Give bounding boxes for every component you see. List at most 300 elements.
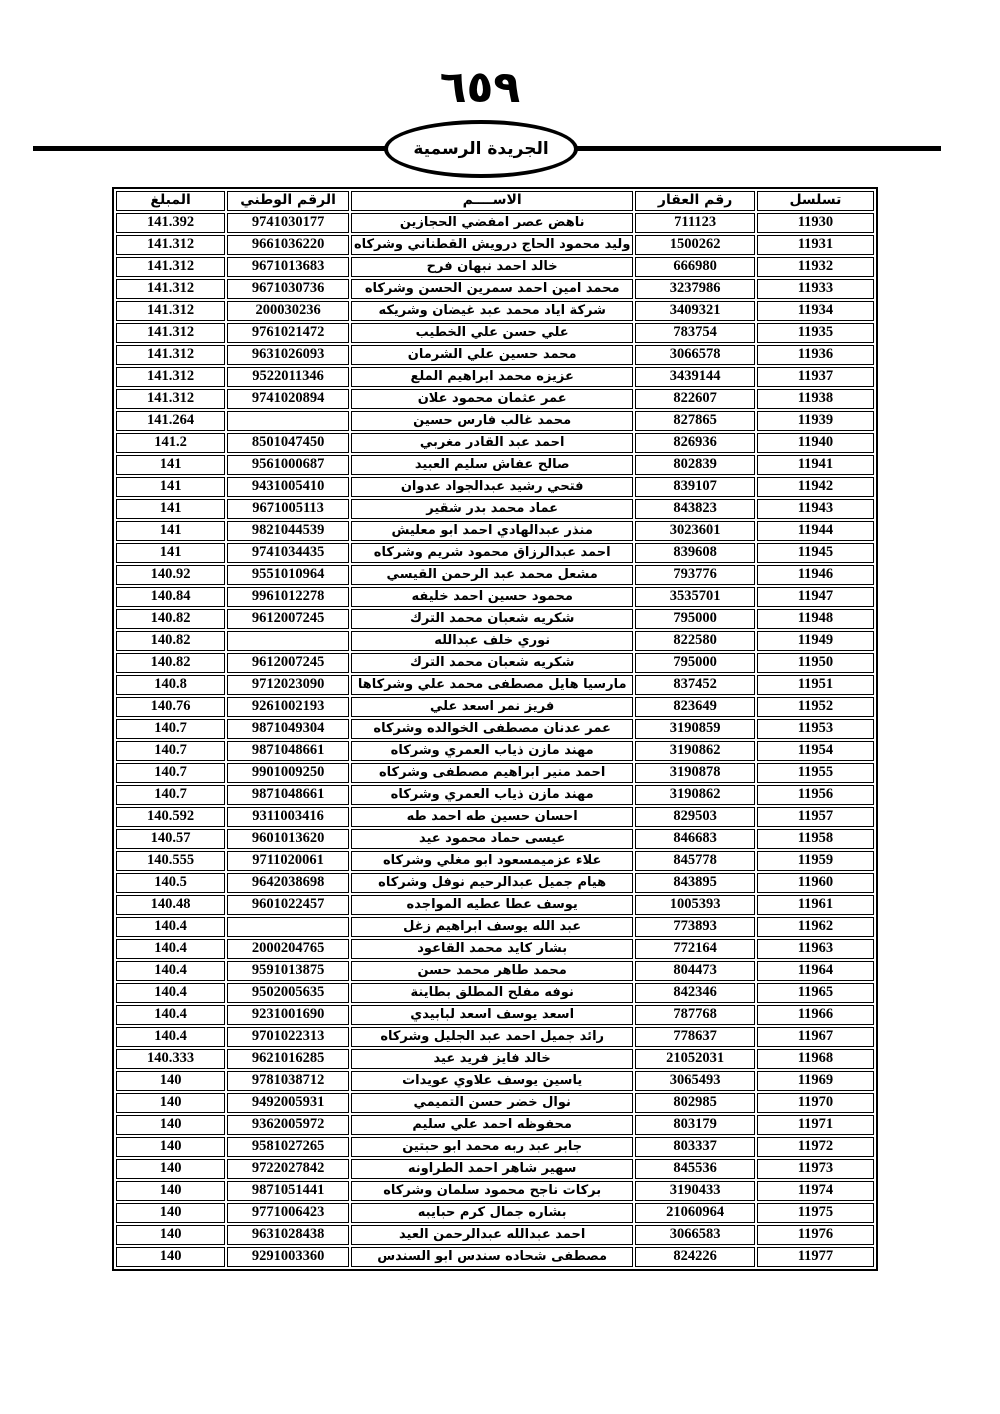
cell-national_id: 9621016285: [227, 1049, 349, 1069]
cell-national_id: 9642038698: [227, 873, 349, 893]
cell-property: 846683: [635, 829, 754, 849]
cell-serial: 11971: [757, 1115, 874, 1135]
cell-serial: 11964: [757, 961, 874, 981]
table-row: [116, 235, 874, 255]
cell-national_id: 9502005635: [227, 983, 349, 1003]
cell-national_id: 9722027842: [227, 1159, 349, 1179]
cell-serial: 11967: [757, 1027, 874, 1047]
table-row: [116, 829, 874, 849]
cell-property: 1005393: [635, 895, 754, 915]
table-row: [116, 279, 874, 299]
cell-property: 3535701: [635, 587, 754, 607]
cell-property: 3190878: [635, 763, 754, 783]
table-row: [116, 675, 874, 695]
cell-national_id: 9961012278: [227, 587, 349, 607]
cell-serial: 11942: [757, 477, 874, 497]
cell-national_id: 9671030736: [227, 279, 349, 299]
cell-property: 822607: [635, 389, 754, 409]
cell-serial: 11948: [757, 609, 874, 629]
table-row: [116, 1005, 874, 1025]
cell-property: 803337: [635, 1137, 754, 1157]
cell-name: نوفه مفلح المطلق بطاينة: [351, 983, 633, 1003]
gazette-banner-label: الجريدة الرسمية: [413, 139, 549, 159]
cell-serial: 11943: [757, 499, 874, 519]
cell-national_id: [227, 917, 349, 937]
cell-property: 823649: [635, 697, 754, 717]
cell-property: 829503: [635, 807, 754, 827]
cell-property: 795000: [635, 609, 754, 629]
cell-property: 21060964: [635, 1203, 754, 1223]
cell-property: 3066578: [635, 345, 754, 365]
cell-amount: 140.4: [116, 961, 225, 981]
cell-property: 772164: [635, 939, 754, 959]
cell-national_id: 9661036220: [227, 235, 349, 255]
cell-name: محمود حسين احمد خليفه: [351, 587, 633, 607]
table-row: [116, 499, 874, 519]
cell-name: مهند مازن ذياب العمري وشركاه: [351, 741, 633, 761]
cell-amount: 141.312: [116, 389, 225, 409]
cell-national_id: 2000204765: [227, 939, 349, 959]
cell-national_id: 9601013620: [227, 829, 349, 849]
cell-serial: 11953: [757, 719, 874, 739]
cell-property: 773893: [635, 917, 754, 937]
cell-name: علي حسن علي الخطيب: [351, 323, 633, 343]
cell-property: 21052031: [635, 1049, 754, 1069]
cell-amount: 140.4: [116, 1027, 225, 1047]
table-row: [116, 1093, 874, 1113]
cell-amount: 140.82: [116, 631, 225, 651]
table-row: [116, 301, 874, 321]
cell-national_id: 9711020061: [227, 851, 349, 871]
records-table-wrap: [112, 187, 878, 1271]
table-row: [116, 1027, 874, 1047]
cell-amount: 140.76: [116, 697, 225, 717]
cell-serial: 11961: [757, 895, 874, 915]
table-row: [116, 939, 874, 959]
cell-amount: 141.392: [116, 213, 225, 233]
cell-national_id: 9671013683: [227, 257, 349, 277]
cell-name: احمد منير ابراهيم مصطفى وشركاه: [351, 763, 633, 783]
cell-name: عزيزه محمد ابراهيم الملع: [351, 367, 633, 387]
cell-name: هيام جميل عبدالرحيم نوفل وشركاه: [351, 873, 633, 893]
cell-national_id: 8501047450: [227, 433, 349, 453]
cell-amount: 140.7: [116, 763, 225, 783]
cell-property: 793776: [635, 565, 754, 585]
table-row: [116, 367, 874, 387]
cell-national_id: [227, 631, 349, 651]
cell-national_id: 9771006423: [227, 1203, 349, 1223]
cell-amount: 140.4: [116, 917, 225, 937]
cell-name: احمد عبدالله عبدالرحمن العيد: [351, 1225, 633, 1245]
cell-serial: 11968: [757, 1049, 874, 1069]
table-row: [116, 785, 874, 805]
cell-property: 845778: [635, 851, 754, 871]
cell-amount: 141.312: [116, 345, 225, 365]
cell-name: ياسين يوسف علاوي عويدات: [351, 1071, 633, 1091]
cell-national_id: 9761021472: [227, 323, 349, 343]
table-row: [116, 697, 874, 717]
cell-serial: 11947: [757, 587, 874, 607]
table-row: [116, 1137, 874, 1157]
cell-amount: 141: [116, 521, 225, 541]
cell-national_id: 9492005931: [227, 1093, 349, 1113]
cell-amount: 140.7: [116, 741, 225, 761]
cell-national_id: 9311003416: [227, 807, 349, 827]
cell-property: 3023601: [635, 521, 754, 541]
cell-property: 843823: [635, 499, 754, 519]
table-row: [116, 345, 874, 365]
cell-national_id: 9261002193: [227, 697, 349, 717]
cell-national_id: 200030236: [227, 301, 349, 321]
cell-national_id: 9871051441: [227, 1181, 349, 1201]
cell-national_id: 9901009250: [227, 763, 349, 783]
cell-serial: 11933: [757, 279, 874, 299]
cell-serial: 11962: [757, 917, 874, 937]
records-table: [112, 187, 878, 1271]
cell-property: 822580: [635, 631, 754, 651]
table-row: [116, 565, 874, 585]
table-row: [116, 1071, 874, 1091]
cell-serial: 11975: [757, 1203, 874, 1223]
cell-national_id: 9741020894: [227, 389, 349, 409]
cell-national_id: 9561000687: [227, 455, 349, 475]
cell-name: شكريه شعبان محمد الترك: [351, 609, 633, 629]
cell-amount: 140.48: [116, 895, 225, 915]
table-row: [116, 1247, 874, 1267]
cell-national_id: 9591013875: [227, 961, 349, 981]
cell-name: بركات ناجح محمود سلمان وشركاه: [351, 1181, 633, 1201]
cell-name: فتحي رشيد عبدالجواد عدوان: [351, 477, 633, 497]
cell-serial: 11970: [757, 1093, 874, 1113]
cell-name: نوري خلف عبدالله: [351, 631, 633, 651]
table-row: [116, 719, 874, 739]
cell-name: مارسيا هايل مصطفى محمد علي وشركاها: [351, 675, 633, 695]
cell-name: احسان حسين طه احمد طه: [351, 807, 633, 827]
gazette-banner-ellipse: [384, 120, 578, 178]
cell-name: عمر عدنان مصطفى الخوالده وشركاه: [351, 719, 633, 739]
cell-name: عيسى حماد محمود عيد: [351, 829, 633, 849]
cell-property: 824226: [635, 1247, 754, 1267]
table-row: [116, 411, 874, 431]
cell-property: 827865: [635, 411, 754, 431]
cell-amount: 140.92: [116, 565, 225, 585]
cell-name: سهير شاهر احمد الطراونه: [351, 1159, 633, 1179]
table-row: [116, 983, 874, 1003]
cell-amount: 140: [116, 1115, 225, 1135]
cell-property: 3066583: [635, 1225, 754, 1245]
cell-serial: 11969: [757, 1071, 874, 1091]
table-row: [116, 389, 874, 409]
cell-amount: 140.8: [116, 675, 225, 695]
cell-serial: 11949: [757, 631, 874, 651]
cell-amount: 140: [116, 1159, 225, 1179]
cell-national_id: 9362005972: [227, 1115, 349, 1135]
table-row: [116, 851, 874, 871]
cell-property: 839107: [635, 477, 754, 497]
header-cell-serial: تسلسل: [757, 191, 874, 211]
cell-national_id: 9671005113: [227, 499, 349, 519]
cell-amount: 140.592: [116, 807, 225, 827]
cell-property: 802839: [635, 455, 754, 475]
cell-serial: 11934: [757, 301, 874, 321]
cell-amount: 140.82: [116, 653, 225, 673]
cell-name: محمد غالب فارس حسين: [351, 411, 633, 431]
cell-serial: 11941: [757, 455, 874, 475]
cell-name: مصطفى شحاده سندس ابو السندس: [351, 1247, 633, 1267]
cell-amount: 141.312: [116, 367, 225, 387]
table-row: [116, 741, 874, 761]
cell-name: محمد امين احمد سمرين الحسن وشركاه: [351, 279, 633, 299]
cell-amount: 140.4: [116, 983, 225, 1003]
cell-serial: 11936: [757, 345, 874, 365]
cell-serial: 11957: [757, 807, 874, 827]
cell-national_id: 9741034435: [227, 543, 349, 563]
cell-amount: 140: [116, 1071, 225, 1091]
cell-amount: 141.312: [116, 301, 225, 321]
cell-amount: 140.5: [116, 873, 225, 893]
cell-name: احمد عبد القادر مغربي: [351, 433, 633, 453]
cell-name: صالح عفاش سليم العبيد: [351, 455, 633, 475]
cell-property: 803179: [635, 1115, 754, 1135]
cell-name: وليد محمود الحاج درويش القطناني وشركاه: [351, 235, 633, 255]
table-row: [116, 653, 874, 673]
cell-name: علاء عزميمسعود ابو مغلي وشركاه: [351, 851, 633, 871]
cell-name: محفوظه احمد علي سليم: [351, 1115, 633, 1135]
cell-property: 711123: [635, 213, 754, 233]
cell-amount: 141.312: [116, 257, 225, 277]
cell-national_id: [227, 411, 349, 431]
cell-serial: 11963: [757, 939, 874, 959]
table-row: [116, 895, 874, 915]
cell-name: احمد عبدالرزاق محمود شريم وشركاه: [351, 543, 633, 563]
cell-property: 804473: [635, 961, 754, 981]
cell-serial: 11972: [757, 1137, 874, 1157]
table-row: [116, 455, 874, 475]
cell-amount: 140: [116, 1181, 225, 1201]
cell-name: مهند مازن ذياب العمري وشركاه: [351, 785, 633, 805]
cell-property: 842346: [635, 983, 754, 1003]
cell-name: بشاره جمال كرم حبايبه: [351, 1203, 633, 1223]
cell-name: شركة اياد محمد عبد غيضان وشريكه: [351, 301, 633, 321]
page-number: ٦٥٩: [439, 62, 521, 113]
cell-national_id: 9612007245: [227, 653, 349, 673]
table-row: [116, 1049, 874, 1069]
cell-amount: 141.312: [116, 279, 225, 299]
cell-name: يوسف عطا عطيه المواجده: [351, 895, 633, 915]
cell-amount: 140.7: [116, 719, 225, 739]
cell-name: خالد فايز فريد عيد: [351, 1049, 633, 1069]
cell-property: 843895: [635, 873, 754, 893]
cell-name: منذر عبدالهادي احمد ابو معليش: [351, 521, 633, 541]
cell-national_id: 9871048661: [227, 785, 349, 805]
cell-property: 3439144: [635, 367, 754, 387]
cell-serial: 11938: [757, 389, 874, 409]
cell-name: رائد جميل احمد عبد الجليل وشركاه: [351, 1027, 633, 1047]
cell-property: 826936: [635, 433, 754, 453]
cell-serial: 11951: [757, 675, 874, 695]
cell-serial: 11973: [757, 1159, 874, 1179]
cell-name: محمد حسين علي الشرمان: [351, 345, 633, 365]
cell-national_id: 9821044539: [227, 521, 349, 541]
cell-name: محمد طاهر محمد حسن: [351, 961, 633, 981]
cell-national_id: 9701022313: [227, 1027, 349, 1047]
table-row: [116, 961, 874, 981]
cell-amount: 140.7: [116, 785, 225, 805]
cell-name: فريز نمر اسعد علي: [351, 697, 633, 717]
cell-amount: 141.264: [116, 411, 225, 431]
cell-serial: 11952: [757, 697, 874, 717]
cell-amount: 140: [116, 1247, 225, 1267]
cell-amount: 140: [116, 1225, 225, 1245]
table-row: [116, 477, 874, 497]
cell-amount: 140.555: [116, 851, 225, 871]
cell-national_id: 9431005410: [227, 477, 349, 497]
cell-serial: 11939: [757, 411, 874, 431]
header-cell-amount: المبلغ: [116, 191, 225, 211]
table-row: [116, 1181, 874, 1201]
cell-amount: 140: [116, 1093, 225, 1113]
cell-national_id: 9231001690: [227, 1005, 349, 1025]
cell-national_id: 9871048661: [227, 741, 349, 761]
cell-name: خالد احمد نبهان فرح: [351, 257, 633, 277]
cell-serial: 11977: [757, 1247, 874, 1267]
table-row: [116, 521, 874, 541]
cell-national_id: 9631028438: [227, 1225, 349, 1245]
table-row: [116, 323, 874, 343]
cell-amount: 141.2: [116, 433, 225, 453]
table-row: [116, 917, 874, 937]
cell-property: 3190433: [635, 1181, 754, 1201]
cell-national_id: 9601022457: [227, 895, 349, 915]
cell-national_id: 9781038712: [227, 1071, 349, 1091]
cell-serial: 11937: [757, 367, 874, 387]
table-row: [116, 631, 874, 651]
cell-property: 3190859: [635, 719, 754, 739]
records-table-body: [116, 213, 874, 1267]
cell-serial: 11946: [757, 565, 874, 585]
cell-amount: 140: [116, 1137, 225, 1157]
cell-serial: 11932: [757, 257, 874, 277]
cell-serial: 11966: [757, 1005, 874, 1025]
cell-name: نوال خضر حسن التميمي: [351, 1093, 633, 1113]
cell-amount: 141: [116, 499, 225, 519]
table-row: [116, 609, 874, 629]
header-cell-property: رقم العقار: [635, 191, 754, 211]
cell-name: ناهض عصر امفضي الحجازين: [351, 213, 633, 233]
cell-national_id: 9551010964: [227, 565, 349, 585]
cell-amount: 140: [116, 1203, 225, 1223]
cell-name: عبد الله يوسف ابراهيم زغل: [351, 917, 633, 937]
cell-serial: 11935: [757, 323, 874, 343]
cell-serial: 11950: [757, 653, 874, 673]
table-row: [116, 1225, 874, 1245]
cell-property: 787768: [635, 1005, 754, 1025]
header-cell-national_id: الرقم الوطني: [227, 191, 349, 211]
table-header-row: [116, 191, 874, 211]
cell-national_id: 9291003360: [227, 1247, 349, 1267]
cell-serial: 11940: [757, 433, 874, 453]
cell-amount: 140.84: [116, 587, 225, 607]
cell-amount: 141: [116, 455, 225, 475]
cell-serial: 11956: [757, 785, 874, 805]
cell-serial: 11930: [757, 213, 874, 233]
cell-amount: 141.312: [116, 323, 225, 343]
table-row: [116, 1203, 874, 1223]
cell-name: جابر عبد ربه محمد ابو حبتين: [351, 1137, 633, 1157]
cell-serial: 11976: [757, 1225, 874, 1245]
cell-property: 783754: [635, 323, 754, 343]
cell-serial: 11958: [757, 829, 874, 849]
table-row: [116, 1159, 874, 1179]
table-row: [116, 763, 874, 783]
cell-serial: 11955: [757, 763, 874, 783]
table-row: [116, 257, 874, 277]
cell-amount: 140.4: [116, 939, 225, 959]
cell-property: 837452: [635, 675, 754, 695]
cell-national_id: 9581027265: [227, 1137, 349, 1157]
cell-property: 666980: [635, 257, 754, 277]
table-row: [116, 213, 874, 233]
table-row: [116, 1115, 874, 1135]
cell-serial: 11944: [757, 521, 874, 541]
cell-name: مشعل محمد عبد الرحمن القيسي: [351, 565, 633, 585]
cell-amount: 140.333: [116, 1049, 225, 1069]
cell-amount: 140.57: [116, 829, 225, 849]
table-row: [116, 543, 874, 563]
cell-property: 802985: [635, 1093, 754, 1113]
cell-amount: 141: [116, 477, 225, 497]
cell-serial: 11954: [757, 741, 874, 761]
cell-name: عمر عثمان محمود علان: [351, 389, 633, 409]
cell-national_id: 9871049304: [227, 719, 349, 739]
cell-national_id: 9712023090: [227, 675, 349, 695]
table-row: [116, 873, 874, 893]
cell-national_id: 9741030177: [227, 213, 349, 233]
cell-property: 3065493: [635, 1071, 754, 1091]
cell-property: 3409321: [635, 301, 754, 321]
cell-serial: 11960: [757, 873, 874, 893]
cell-serial: 11959: [757, 851, 874, 871]
cell-national_id: 9612007245: [227, 609, 349, 629]
cell-name: بشار كايد محمد القاعود: [351, 939, 633, 959]
cell-serial: 11931: [757, 235, 874, 255]
cell-serial: 11974: [757, 1181, 874, 1201]
cell-amount: 140.82: [116, 609, 225, 629]
header-cell-name: الاســــم: [351, 191, 633, 211]
cell-property: 845536: [635, 1159, 754, 1179]
cell-amount: 141: [116, 543, 225, 563]
cell-property: 778637: [635, 1027, 754, 1047]
cell-property: 3190862: [635, 741, 754, 761]
table-row: [116, 433, 874, 453]
cell-serial: 11945: [757, 543, 874, 563]
table-row: [116, 807, 874, 827]
table-row: [116, 587, 874, 607]
cell-amount: 141.312: [116, 235, 225, 255]
cell-national_id: 9631026093: [227, 345, 349, 365]
cell-name: عماد محمد بدر شقير: [351, 499, 633, 519]
cell-property: 1500262: [635, 235, 754, 255]
cell-name: شكريه شعبان محمد الترك: [351, 653, 633, 673]
cell-national_id: 9522011346: [227, 367, 349, 387]
cell-name: اسعد يوسف اسعد لبابيدي: [351, 1005, 633, 1025]
cell-property: 3190862: [635, 785, 754, 805]
cell-property: 795000: [635, 653, 754, 673]
cell-amount: 140.4: [116, 1005, 225, 1025]
cell-property: 839608: [635, 543, 754, 563]
cell-property: 3237986: [635, 279, 754, 299]
cell-serial: 11965: [757, 983, 874, 1003]
